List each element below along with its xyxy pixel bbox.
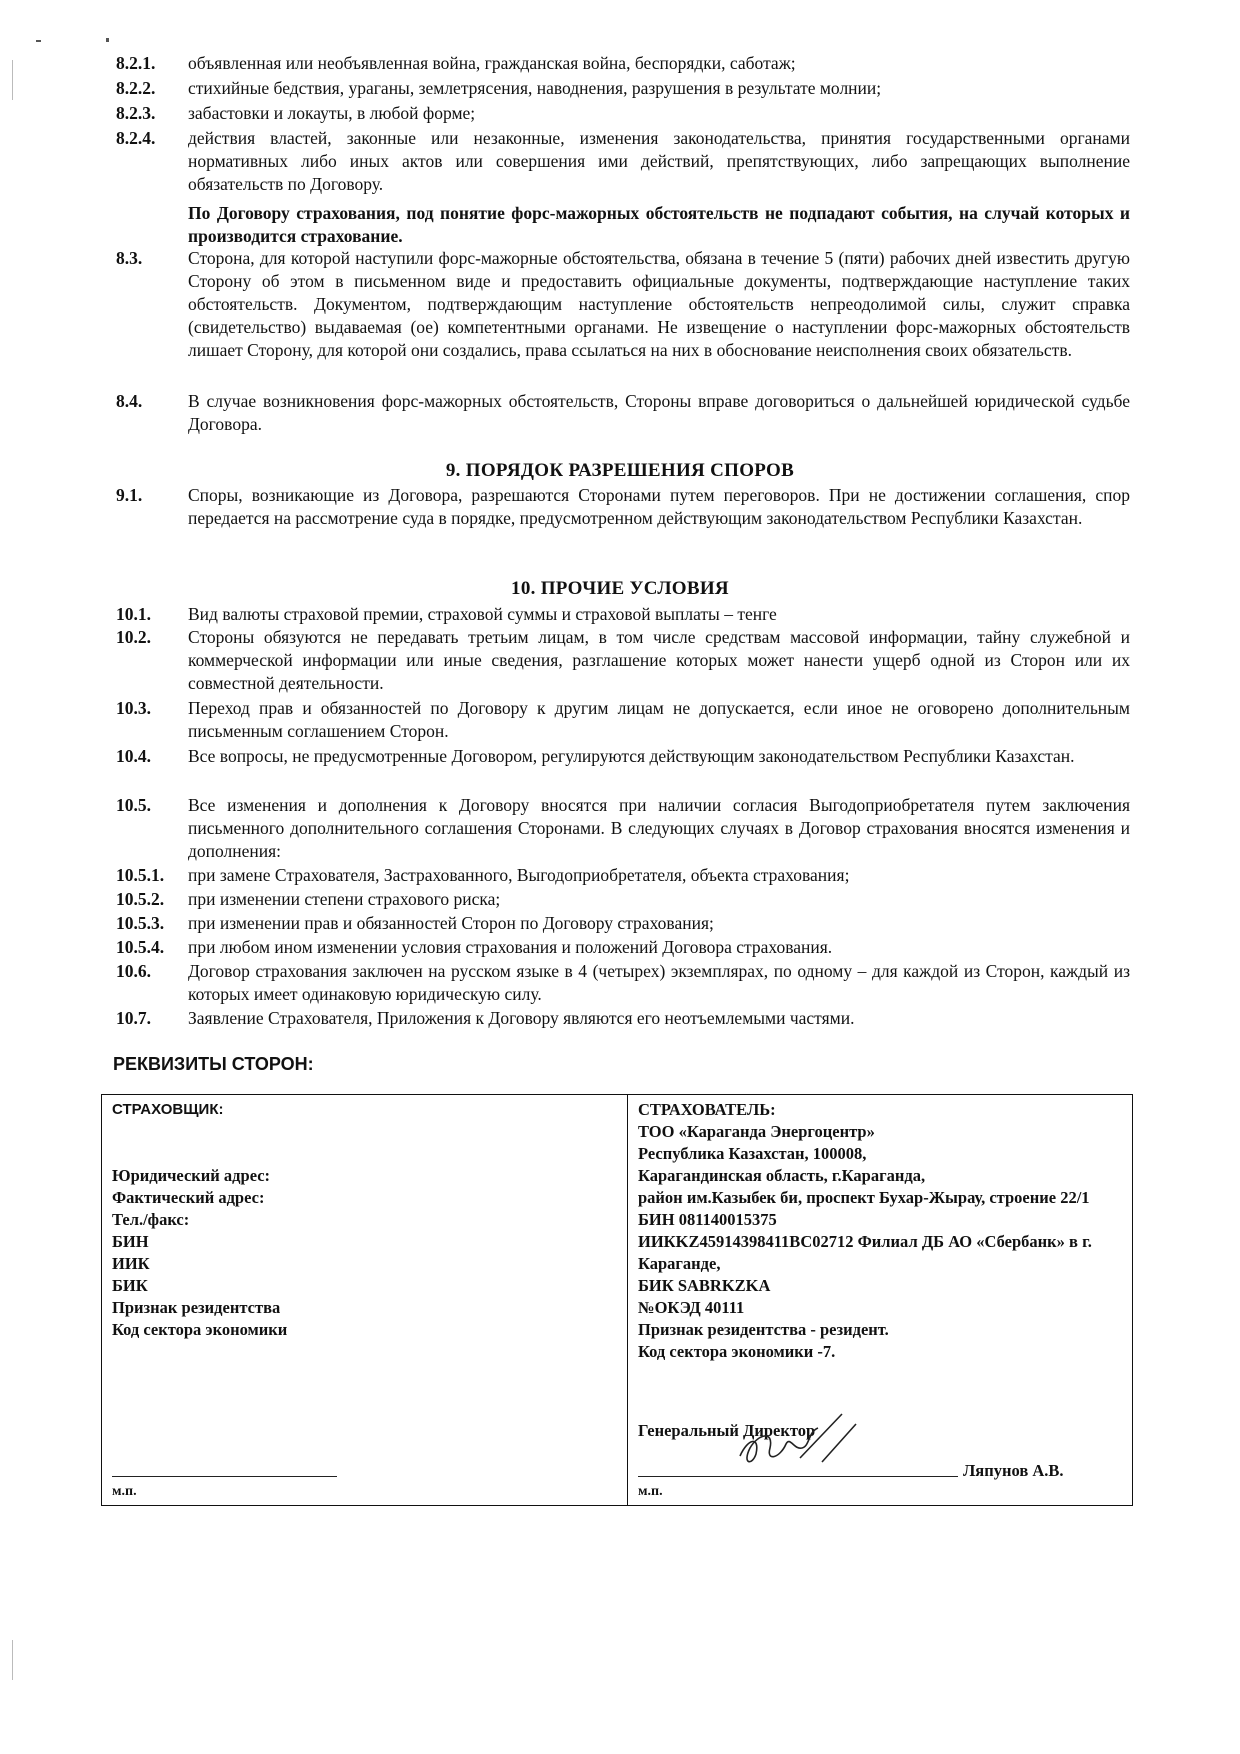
clause-number: 8.2.3. — [116, 103, 156, 123]
insurer-field: Признак резидентства — [112, 1298, 281, 1317]
clause-text: стихийные бедствия, ураганы, землетрясения, наводнения, разрушения в результате молнии; — [188, 78, 882, 98]
clause-number: 10.4. — [116, 746, 151, 766]
clause-8-3 — [116, 247, 1130, 362]
director-title: Генеральный Директор — [638, 1421, 816, 1440]
clause-number: 10.5. — [116, 795, 151, 815]
clause-10-6 — [116, 960, 1130, 1006]
clause-text: при замене Страхователя, Застрахованного, Выгодоприобретателя, объекта страхования; — [188, 865, 850, 885]
clause-9-1 — [116, 484, 1130, 530]
clause-10-4 — [116, 745, 1130, 768]
insured-line: БИК SABRKZKA — [638, 1276, 771, 1295]
clause-10-5-4 — [116, 936, 1130, 959]
clause-text: Стороны обязуются не передавать третьим лицам, в том числе средствам массовой информации, тайну служебной и коммерческой информации или иные сведения, разглашение которых может нанести ущерб одной из Сторон или их совместной деятельности. — [188, 627, 1130, 693]
clause-text: Заявление Страхователя, Приложения к Договору являются его неотъемлемыми частями. — [188, 1008, 855, 1028]
insurer-field: БИК — [112, 1276, 148, 1295]
clause-number: 10.5.2. — [116, 889, 165, 909]
insured-line: Код сектора экономики -7. — [638, 1342, 836, 1361]
clause-10-3 — [116, 697, 1130, 743]
scan-speck — [36, 40, 41, 42]
insurer-field: ИИК — [112, 1254, 150, 1273]
insurer-signature-line — [112, 1476, 337, 1477]
clause-8-2-4 — [116, 127, 1130, 248]
insured-line: ИИКKZ45914398411BC02712 Филиал ДБ АО «Сбербанк» в г. Караганде, — [638, 1232, 1092, 1273]
clause-number: 9.1. — [116, 485, 143, 505]
clause-number: 8.2.4. — [116, 128, 156, 148]
clause-number: 10.2. — [116, 627, 151, 647]
insured-line: Карагандинская область, г.Караганда, — [638, 1166, 926, 1185]
insured-line: район им.Казыбек би, проспект Бухар-Жырау, строение 22/1 — [638, 1188, 1090, 1207]
insured-stamp-label: м.п. — [638, 1484, 663, 1499]
clause-number: 8.3. — [116, 248, 143, 268]
clause-text: при изменении прав и обязанностей Сторон по Договору страхования; — [188, 913, 714, 933]
insurer-field: Тел./факс: — [112, 1210, 190, 1229]
clause-number: 10.5.1. — [116, 865, 165, 885]
force-majeure-note: По Договору страхования, под понятие форс-мажорных обстоятельств не подпадают события, на случай которых и производится страхование. — [188, 203, 1130, 246]
clause-text: действия властей, законные или незаконные, изменения законодательства, принятия государственными органами нормативных либо иных актов или совершения ими действий, препятствующих, либо запрещающих выполнение обязательств по Договору. — [188, 128, 1130, 194]
clause-number: 8.4. — [116, 391, 143, 411]
clause-text: Споры, возникающие из Договора, разрешаются Сторонами путем переговоров. При не достижении соглашения, спор передается на рассмотрение суда в порядке, предусмотренном действующим законодательством Республики Казахстан. — [188, 485, 1130, 528]
clause-text: В случае возникновения форс-мажорных обстоятельств, Стороны вправе договориться о дальнейшей юридической судьбе Договора. — [188, 391, 1130, 434]
section-9-heading: 9. ПОРЯДОК РАЗРЕШЕНИЯ СПОРОВ — [445, 460, 795, 481]
clause-8-4 — [116, 390, 1130, 436]
insured-line: ТОО «Караганда Энергоцентр» — [638, 1122, 875, 1141]
scan-edge-line — [12, 1640, 13, 1680]
clause-10-1 — [116, 603, 1130, 626]
clause-10-2 — [116, 626, 1130, 695]
clause-10-7 — [116, 1007, 1130, 1030]
insured-line: №ОКЭД 40111 — [638, 1298, 745, 1317]
insurer-field: Код сектора экономики — [112, 1320, 288, 1339]
director-name: Ляпунов А.В. — [963, 1461, 1064, 1480]
insured-line: Республика Казахстан, 100008, — [638, 1144, 867, 1163]
clause-text: при изменении степени страхового риска; — [188, 889, 501, 909]
clause-text: Все изменения и дополнения к Договору вносятся при наличии согласия Выгодоприобретателя путем заключения письменного дополнительного соглашения Сторонами. В следующих случаях в Договор страхования вносятся изменения и дополнения: — [188, 795, 1130, 861]
clause-10-5-1 — [116, 864, 1130, 887]
scan-edge-line — [12, 60, 13, 100]
clause-number: 8.2.2. — [116, 78, 156, 98]
clause-number: 10.5.4. — [116, 937, 165, 957]
clause-number: 10.5.3. — [116, 913, 165, 933]
insurer-stamp-label: м.п. — [112, 1484, 137, 1499]
insured-signature-line — [638, 1476, 958, 1477]
scan-speck — [106, 38, 109, 42]
clause-text: Все вопросы, не предусмотренные Договором, регулируются действующим законодательством Республики Казахстан. — [188, 746, 1075, 766]
insurer-label: СТРАХОВЩИК: — [112, 1101, 224, 1118]
clause-8-2-2 — [116, 77, 1130, 100]
clause-text: при любом ином изменении условия страхования и положений Договора страхования. — [188, 937, 833, 957]
clause-8-2-3 — [116, 102, 1130, 125]
clause-text: забастовки и локауты, в любой форме; — [188, 103, 476, 123]
clause-text: Договор страхования заключен на русском языке в 4 (четырех) экземплярах, по одному – для каждой из Сторон, каждый из которых имеет одинаковую юридическую силу. — [188, 961, 1130, 1004]
clause-number: 10.7. — [116, 1008, 151, 1028]
requisites-title: РЕКВИЗИТЫ СТОРОН: — [113, 1054, 314, 1074]
clause-text: Переход прав и обязанностей по Договору к другим лицам не допускается, если иное не оговорено дополнительным письменным соглашением Сторон. — [188, 698, 1130, 741]
insured-line: Признак резидентства - резидент. — [638, 1320, 889, 1339]
insurer-field: Фактический адрес: — [112, 1188, 265, 1207]
clause-text: объявленная или необъявленная война, гражданская война, беспорядки, саботаж; — [188, 53, 796, 73]
clause-10-5-3 — [116, 912, 1130, 935]
insured-cell — [628, 1095, 1133, 1506]
clause-10-5-2 — [116, 888, 1130, 911]
clause-8-2-1 — [116, 52, 1130, 75]
requisites-table — [101, 1094, 1133, 1506]
clause-text: Вид валюты страховой премии, страховой суммы и страховой выплаты – тенге — [188, 604, 777, 624]
insured-line: БИН 081140015375 — [638, 1210, 777, 1229]
insurer-cell — [102, 1095, 628, 1506]
clause-10-5 — [116, 794, 1130, 863]
clause-number: 10.6. — [116, 961, 151, 981]
clause-number: 10.3. — [116, 698, 151, 718]
insurer-field: Юридический адрес: — [112, 1166, 271, 1185]
clause-text: Сторона, для которой наступили форс-мажорные обстоятельства, обязана в течение 5 (пяти) рабочих дней известить другую Сторону об этом в письменном виде и предоставить официальные документы, подтверждающие наступление таких обстоятельств. Документом, подтверждающим наступление обстоятельств непреодолимой силы, служит справка (свидетельство) выдаваемая (ое) компетентными органами. Не извещение о наступлении форс-мажорных обстоятельств лишает Сторону, для которой они создались, права ссылаться на них в обоснование неисполнения своих обязательств. — [188, 248, 1130, 360]
clause-number: 8.2.1. — [116, 53, 156, 73]
director-block — [638, 1420, 1118, 1480]
handwritten-signature — [730, 1408, 870, 1472]
section-10-heading: 10. ПРОЧИЕ УСЛОВИЯ — [511, 578, 729, 599]
insurer-field: БИН — [112, 1232, 149, 1251]
clause-number: 10.1. — [116, 604, 151, 624]
insured-label: СТРАХОВАТЕЛЬ: — [638, 1100, 776, 1119]
